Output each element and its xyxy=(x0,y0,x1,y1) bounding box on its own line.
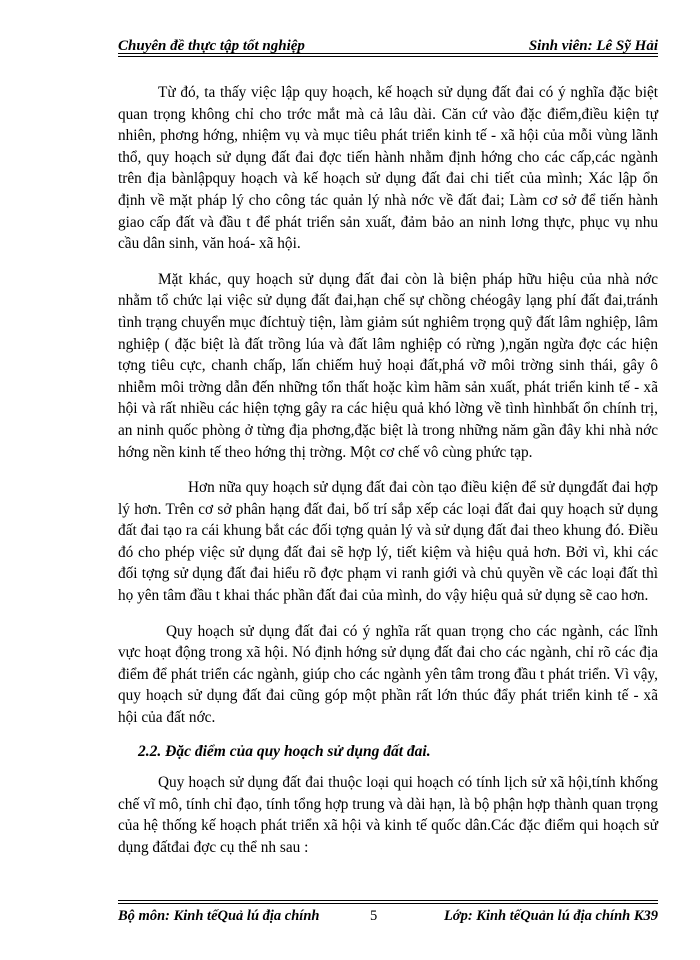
paragraph-3: Hơn nữa quy hoạch sử dụng đất đai còn tạo điều kiện để sử dụngđất đai hợp lý hơn. Trên cơ sở phân hạng đất đai, bố trí sắp xếp các loại đất đai quy hoạch sử dụng đất đai tạo ra cái khung bắt các đối tợng quản lý và sử dụng đất đai theo khung đó. Điều đó cho phép việc sử dụng đất đai sẽ hợp lý, tiết kiệm và hiệu quả hơn. Bởi vì, khi các đối tợng sử dụng đất đai hiểu rõ đợc phạm vi ranh giới và chủ quyền về các loại đất thì họ yên tâm đầu t khai thác phần đất đai của mình, do vậy hiệu quả sử dụng sẽ cao hơn. xyxy=(118,479,658,605)
page-header xyxy=(118,28,658,54)
paragraph-1: Từ đó, ta thấy việc lập quy hoạch, kế hoạch sử dụng đất đai có ý nghĩa đặc biệt quan trọng không chỉ cho trớc mắt mà cả lâu dài. Căn cứ vào đặc điểm,điều kiện tự nhiên, phơng hớng, nhiệm vụ và mục tiêu phát triển kinh tế - xã hội của mỗi vùng lãnh thổ, quy hoạch sử dụng đất đai đợc tiến hành nhằm định hớng cho các cấp,các ngành trên địa bànlậpquy hoạch và kế hoạch sử dụng đất đai chi tiết của mình; Xác lập ổn định về mặt pháp lý cho công tác quản lý nhà nớc về đất đai; Làm cơ sở để tiến hành giao cấp đất và đầu t để phát triển sản xuất, đảm bảo an ninh lơng thực, phục vụ nhu cầu dân sinh, văn hoá- xã hội. xyxy=(118,84,658,253)
footer-rule-thin xyxy=(118,900,658,901)
section-paragraph: Quy hoạch sử dụng đất đai thuộc loại qui hoạch có tính lịch sử xã hội,tính khống chế vĩ mô, tính chỉ đạo, tính tổng hợp trung và dài hạn, là bộ phận hợp thành quan trọng của hệ thống kế hoạch phát triển xã hội và kinh tế quốc dân.Các đặc điểm qui hoạch sử dụng đấtđai đợc cụ thể nh sau : xyxy=(118,774,658,856)
section-heading: 2.2. Đặc điểm của quy hoạch sử dụng đất đai. xyxy=(138,742,431,760)
page-footer xyxy=(118,906,658,928)
paragraph-4: Quy hoạch sử dụng đất đai có ý nghĩa rất quan trọng cho các ngành, các lĩnh vực hoạt động trong xã hội. Nó định hớng sử dụng đất đai cho các ngành, chỉ rõ các địa điểm để phát triển các ngành, giúp cho các ngành yên tâm trong đầu t phát triển. Vì vậy, quy hoạch sử dụng đất đai cũng góp một phần rất lớn thúc đẩy phát triển kinh tế - xã hội của đất nớc. xyxy=(118,622,658,727)
header-rule xyxy=(118,53,658,54)
footer-rule xyxy=(118,903,658,904)
page-number: 5 xyxy=(370,908,378,924)
paragraph-2: Mặt khác, quy hoạch sử dụng đất đai còn là biện pháp hữu hiệu của nhà nớc nhằm tổ chức lại việc sử dụng đất đai,hạn chế sự chồng chéogây lạng phí đất đai,tránh tình trạng chuyển mục đíchtuỳ tiện, làm giảm sút nghiêm trọng quỹ đất lâm nghiệp, lâm nghiệp ( đặc biệt là đất trồng lúa và đất lâm nghiệp có rừng ),ngăn ngừa đợc các hiện tợng tiêu cực, chanh chấp, lấn chiếm huỷ hoại đất,phá vỡ môi trờng sinh thái, gây ô nhiễm môi trờng dẫn đến những tổn thất hoặc kìm hãm sản xuất, phát triển kinh tế - xã hội và rất nhiều các hiện tợng gây ra các hiệu quả khó lờng về tình hìnhbất ổn chính trị, an ninh quốc phòng ở từng địa phơng,đặc biệt là trong những năm gần đây khi nhà nớc hớng nền kinh tế theo hớng thị trờng. Một cơ chế vô cùng phức tạp. xyxy=(118,270,658,461)
header-author: Sinh viên: Lê Sỹ Hải xyxy=(528,38,658,54)
header-rule-thin xyxy=(118,56,658,57)
footer-department: Bộ môn: Kinh tếQuả lú địa chính xyxy=(118,908,320,924)
footer-class: Lớp: Kinh tếQuản lú địa chính K39 xyxy=(443,908,658,924)
header-title: Chuyên đề thực tập tốt nghiệp xyxy=(118,38,305,54)
document-body xyxy=(118,82,658,859)
